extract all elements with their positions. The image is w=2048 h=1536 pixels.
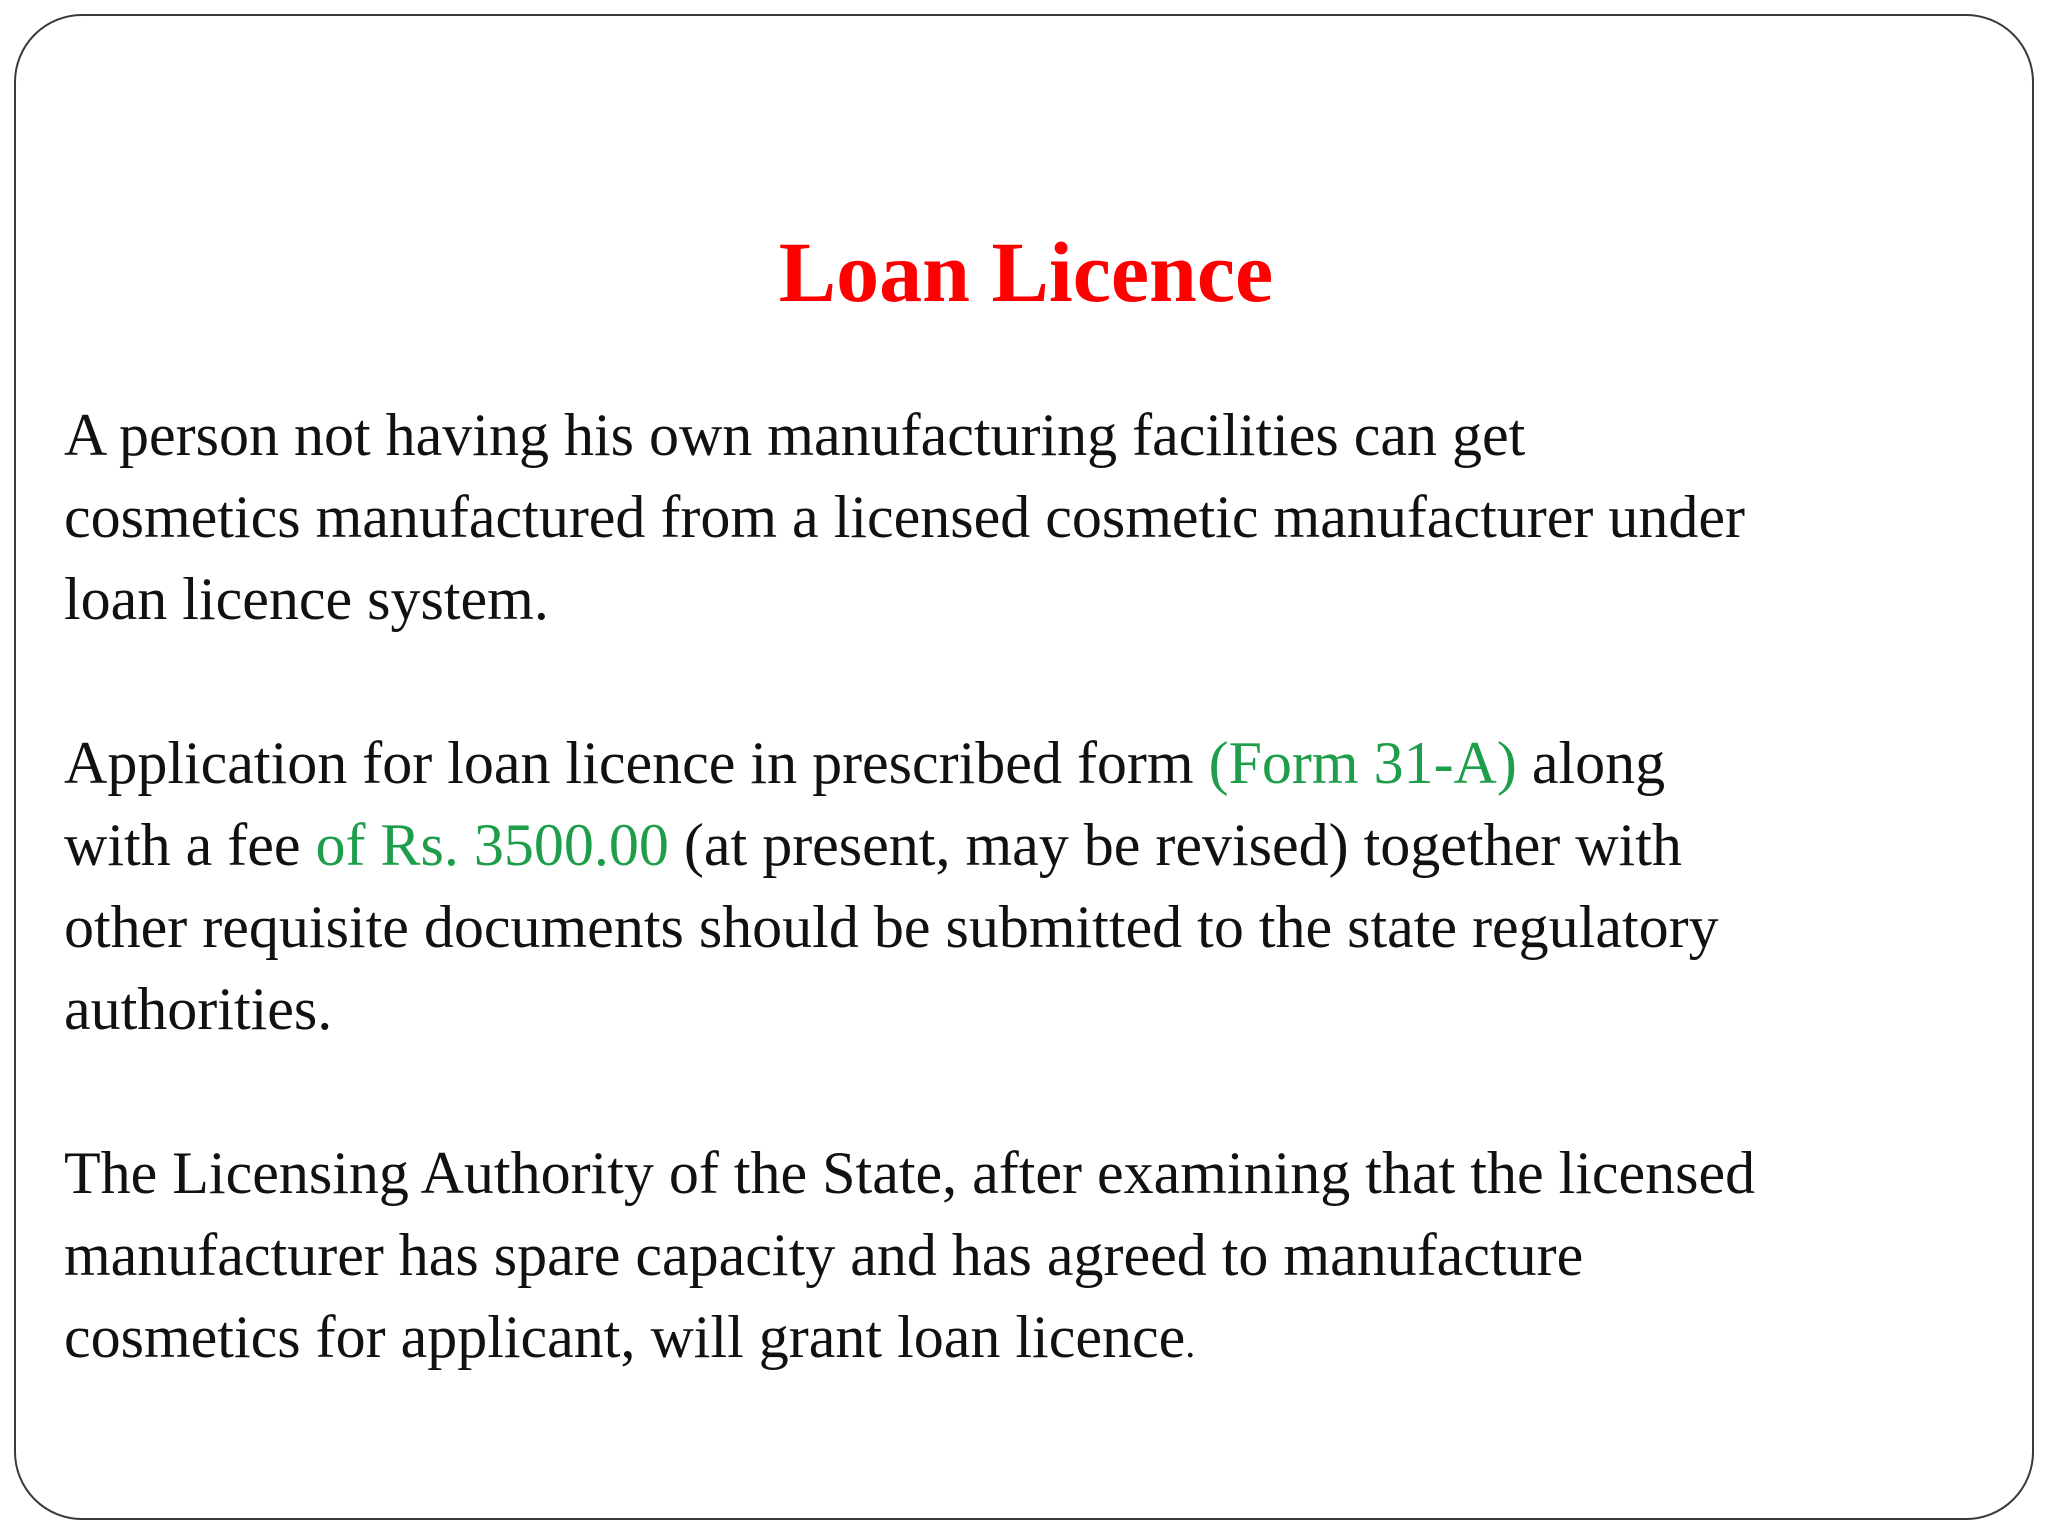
- paragraph2-line1: [64, 722, 2014, 804]
- paragraph2-line2-head: with a fee: [64, 812, 316, 878]
- paragraph3-period: .: [1185, 1321, 1196, 1366]
- paragraph1-line3: loan licence system.: [64, 566, 549, 632]
- slide-frame: [14, 14, 2034, 1520]
- paragraph3-line1: The Licensing Authority of the State, after examining that the licensed: [64, 1140, 1756, 1206]
- paragraph3-line2: manufacturer has spare capacity and has agreed to manufacture: [64, 1222, 1584, 1288]
- paragraph1-line2: cosmetics manufactured from a licensed cosmetic manufacturer under: [64, 484, 1745, 550]
- fee-amount: of Rs. 3500.00: [315, 812, 669, 878]
- paragraph2-line2: [64, 804, 2014, 886]
- paragraph-grant: [64, 1132, 2014, 1385]
- paragraph-loan-licence-definition: [64, 394, 2014, 640]
- paragraph3-line3: [64, 1296, 2014, 1385]
- paragraph2-line3: other requisite documents should be submitted to the state regulatory: [64, 894, 1719, 960]
- slide-title: Loan Licence: [778, 224, 1274, 320]
- paragraph1-line1: A person not having his own manufacturing facilities can get: [64, 402, 1526, 468]
- paragraph2-line1-tail: along: [1516, 730, 1666, 796]
- paragraph2-line2-tail: (at present, may be revised) together with: [668, 812, 1682, 878]
- paragraph-application: [64, 722, 2014, 1050]
- slide-body: [64, 394, 2014, 1467]
- paragraph2-line4: authorities.: [64, 976, 333, 1042]
- paragraph2-line1-text: Application for loan licence in prescribed form: [64, 730, 1209, 796]
- form-reference: (Form 31-A): [1208, 730, 1517, 796]
- paragraph3-line3-text: cosmetics for applicant, will grant loan licence: [64, 1304, 1186, 1370]
